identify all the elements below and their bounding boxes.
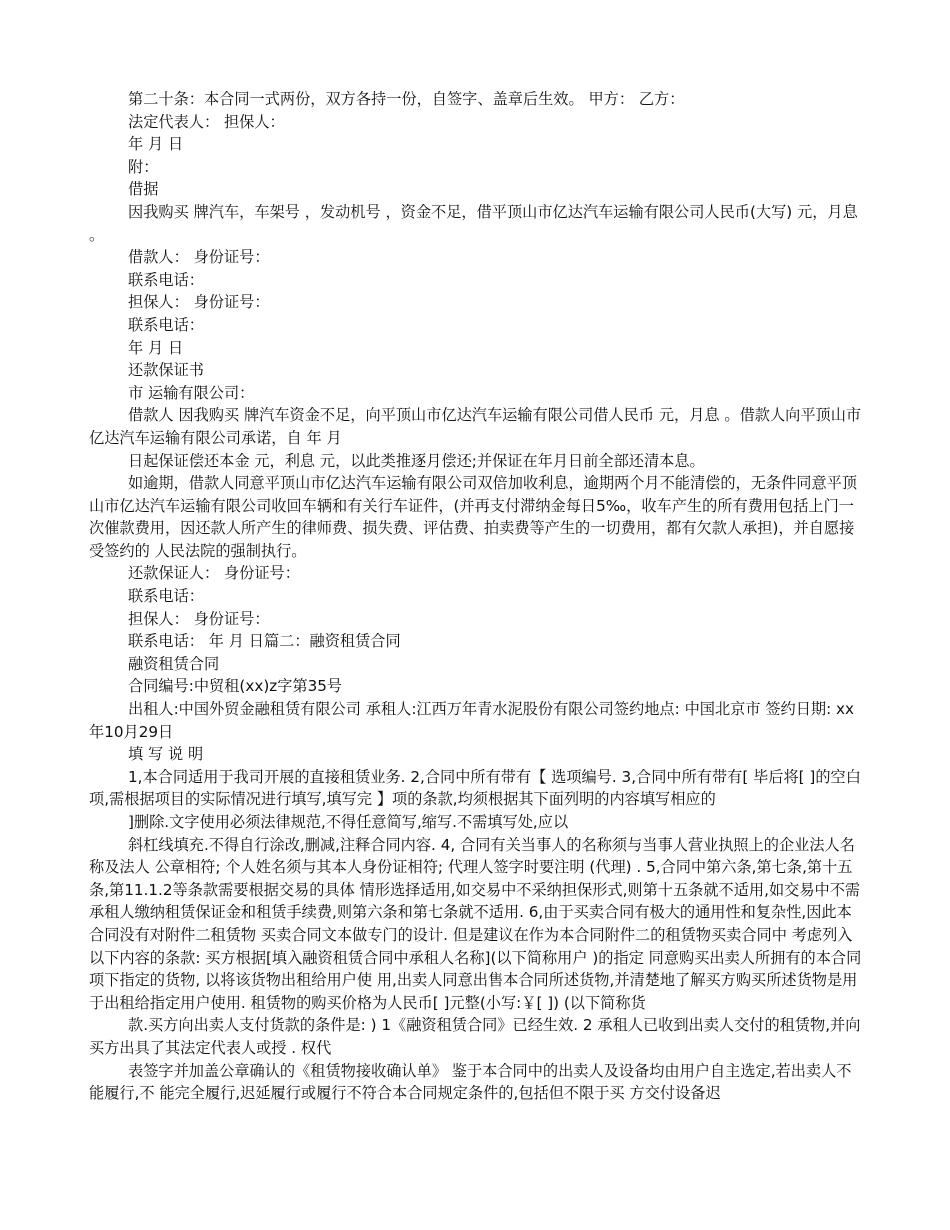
attachment-label: 附： bbox=[128, 157, 159, 176]
phone-date-line: 联系电话： 年 月 日篇二：融资租赁合同 bbox=[128, 632, 401, 651]
receipt-confirmation: 表签字并加盖公章确认的《租赁物接收确认单》 鉴于本合同中的出卖人及设备均由用户自主选定,若出卖人不能履行,不 能完全履行,迟延履行或履行不符合本合同规定条件的,包括但不限于买 方交付设备迟 bbox=[89, 1061, 852, 1103]
guarantor-line: 担保人： 身份证号： bbox=[128, 293, 270, 312]
phone-line: 联系电话： bbox=[128, 270, 204, 289]
overdue-terms: 如逾期，借款人同意平顶山市亿达汽车运输有限公司双倍加收利息，逾期两个月不能清偿的，无条件同意平顶山市亿达汽车运输有限公司收回车辆和有关行车证件，(并再支付滞纳金每日5‰，收车产生的所有费用包括上门一次催款费用，因还款人所产生的律师费、损失费、评估费、拍卖费等产生的一切费用，都有欠款人承担)，并自愿接受签约的 人民法院的强制执行。 bbox=[89, 474, 857, 560]
section-heading-iou: 借据 bbox=[128, 180, 159, 199]
article-20-paragraph: 第二十条：本合同一式两份，双方各持一份，自签字、盖章后生效。 甲方： 乙方： bbox=[128, 90, 685, 108]
signature-line: 法定代表人： 担保人： bbox=[128, 112, 285, 131]
repayment-schedule: 日起保证偿还本金 元，利息 元，以此类推逐月偿还;并保证在年月日前全部还清本息。 bbox=[128, 451, 705, 470]
guarantor-line: 担保人： 身份证号： bbox=[128, 609, 270, 628]
section-heading-finance-lease: 融资租赁合同 bbox=[128, 654, 220, 673]
document-page bbox=[89, 88, 865, 1105]
instructions-item-4-6: 斜杠线填充.不得自行涂改,删减,注释合同内容. 4, 合同有关当事人的名称须与当事人营业执照上的企业法人名称及法人 公章相符; 个人姓名须与其本人身份证相符; 代理人签字时要注明 (代理) . 5,合同中第六条,第七条,第十五条,第11.1.2等条款需要根据交易的具体 情形选择适用,如交易中不采纳担保形式,则第十五条就不适用,如交易中不需 承租人缴纳租赁保证金和租赁手续费,则第六条和第七条就不适用. 6,由于买卖合同有极大的通用性和复杂性,因此本合同没有对附件二租赁物 买卖合同文本做专门的设计. 但是建议在作为本合同附件二的租赁物买卖合同中 考虑列入以下内容的条款: 买方根据[填入融资租赁合同中承租人名称](以下简称用户 )的指定 同意购买出卖人所拥有的本合同项下指定的货物, 以将该货物出租给用户使 用,出卖人同意出售本合同所述货物,并清楚地了解买方购买所述货物是用 于出租给指定用户使用. 租赁物的购买价格为人民币[ ]元整(小写:￥[ ]) (以下简称货 bbox=[89, 835, 862, 1012]
repayment-guarantor-line: 还款保证人： 身份证号： bbox=[128, 564, 300, 583]
parties-line: 出租人:中国外贸金融租赁有限公司 承租人:江西万年青水泥股份有限公司签约地点: 中国北京市 签约日期: xx年10月29日 bbox=[89, 700, 855, 741]
phone-line: 联系电话： bbox=[128, 315, 204, 334]
instructions-item-1-3: 1,本合同适用于我司开展的直接租赁业务. 2,合同中所有带有【 选项编号. 3,合同中所有带有[ 毕后将[ ]的空白项,需根据项目的实际情况进行填写,填写完 】项的条款,均须根据其下面列明的内容填写相应的 bbox=[89, 767, 861, 809]
iou-body: 因我购买 牌汽车，车架号 ，发动机号 ，资金不足，借平顶山市亿达汽车运输有限公司人民币(大写) 元，月息 。 bbox=[89, 202, 858, 244]
repayment-body: 借款人 因我购买 牌汽车资金不足，向平顶山市亿达汽车运输有限公司借人民币 元，月息 。借款人向平顶山市亿达汽车运输有限公司承诺，自 年 月 bbox=[89, 406, 862, 447]
instructions-continued: ]删除.文字使用必须法律规范,不得任意简写,缩写.不需填写处,应以 bbox=[128, 813, 569, 831]
contract-number: 合同编号:中贸租(xx)z字第35号 bbox=[128, 677, 343, 696]
phone-line: 联系电话： bbox=[128, 587, 204, 606]
borrower-line: 借款人： 身份证号： bbox=[128, 248, 270, 267]
payment-conditions: 款.买方向出卖人支付货款的条件是: ) 1《融资租赁合同》已经生效. 2 承租人已收到出卖人交付的租赁物,并向买方出具了其法定代表人或授 . 权代 bbox=[89, 1016, 861, 1057]
instructions-heading: 填 写 说 明 bbox=[128, 745, 204, 764]
date-line: 年 月 日 bbox=[128, 338, 184, 357]
addressee-line: 市 运输有限公司： bbox=[128, 383, 255, 402]
section-heading-repayment-guarantee: 还款保证书 bbox=[128, 361, 204, 380]
date-line: 年 月 日 bbox=[128, 135, 184, 154]
